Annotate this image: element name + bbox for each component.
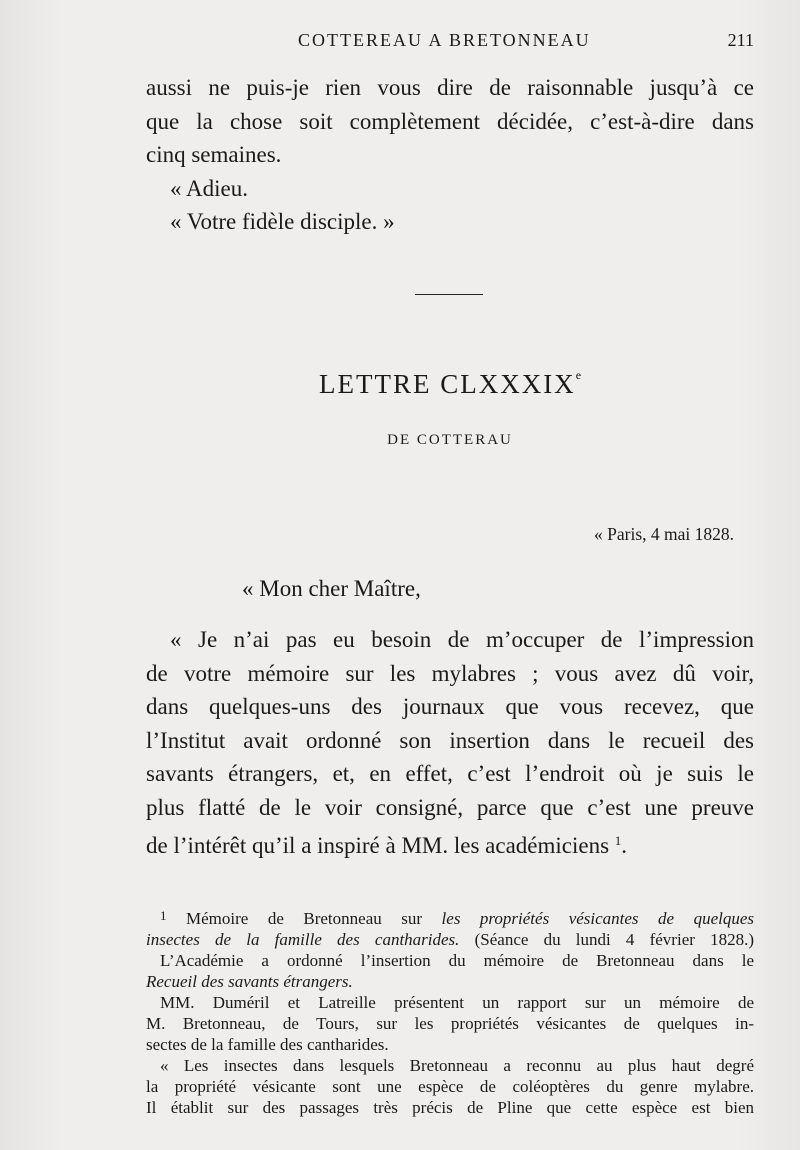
closing-adieu: « Adieu.: [170, 175, 248, 201]
footnote-lead: Mémoire de Bretonneau sur: [186, 909, 423, 928]
text-line: savants étrangers, et, en effet, c’est l’endroit où je suis le: [146, 761, 754, 786]
text-line: l’Institut avait ordonné son insertion dans le recueil des: [146, 727, 754, 753]
text-line-content: de l’intérêt qu’il a inspiré à MM. les académiciens: [146, 833, 610, 858]
footnotes: [146, 905, 754, 1118]
footnote-line: Il établit sur des passages très précis de Pline que cette espèce est bien: [146, 1098, 754, 1117]
text-line: cinq semaines.: [146, 142, 282, 167]
text-line: de l’intérêt qu’il a inspiré à MM. les académiciens $^1$.: [146, 833, 628, 858]
footnote-session: (Séance du lundi 4 février 1828.): [474, 930, 754, 949]
footnote-line: [146, 905, 754, 929]
footnote-line: [146, 929, 754, 950]
footnote-line: L’Académie a ordonné l’insertion du mémoire de Bretonneau dans le: [160, 951, 754, 970]
footnote-recueil-title: Recueil des savants étrangers.: [146, 972, 353, 991]
footnote-line: M. Bretonneau, de Tours, sur les propriétés vésicantes de quelques in-: [146, 1014, 754, 1033]
letter-heading: [146, 368, 754, 400]
text-line: dans quelques-uns des journaux que vous recevez, que: [146, 694, 754, 719]
text-line: que la chose soit complètement décidée, c’est-à-dire dans: [146, 108, 754, 134]
footnote-line: la propriété vésicante sont une espèce de coléoptères du genre mylabre.: [146, 1077, 754, 1096]
footnote-line: MM. Duméril et Latreille présentent un rapport sur un mémoire de: [160, 993, 754, 1012]
text-line: plus flatté de le voir consigné, parce que c’est une preuve: [146, 794, 754, 820]
letter-title: LETTRE CLXXXIX: [318, 369, 576, 399]
footnote-line: « Les insectes dans lesquels Bretonneau a reconnu au plus haut degré: [160, 1056, 754, 1075]
letter-dateline: « Paris, 4 mai 1828.: [594, 524, 734, 544]
text-line: aussi ne puis-je rien vous dire de raisonnable jusqu’à ce: [146, 75, 754, 100]
footnote-title: les propriétés vésicantes de quelques: [441, 909, 755, 928]
running-header: [146, 30, 754, 58]
letter-title-superscript: e: [575, 368, 582, 382]
footnote-title: insectes de la famille des cantharides.: [146, 930, 460, 949]
footnote-line: sectes de la famille des cantharides.: [146, 1035, 389, 1054]
text-line: « Je n’ai pas eu besoin de m’occuper de l’impression: [170, 627, 754, 652]
section-divider: [415, 294, 483, 295]
footnote-reference[interactable]: 1: [614, 833, 622, 848]
letter-body: [146, 623, 754, 863]
running-title: COTTEREAU A BRETONNEAU: [298, 30, 591, 50]
page-number: 211: [727, 30, 754, 50]
text-line: de votre mémoire sur les mylabres ; vous avez dû voir,: [146, 660, 754, 686]
footnote-number: 1: [160, 908, 167, 923]
closing-signature: « Votre fidèle disciple. »: [170, 209, 395, 234]
footnote-line: [146, 971, 754, 992]
letter-sender: DE COTTERAU: [387, 432, 513, 448]
letter-salutation: « Mon cher Maître,: [242, 576, 421, 601]
previous-letter-ending: [146, 71, 754, 239]
